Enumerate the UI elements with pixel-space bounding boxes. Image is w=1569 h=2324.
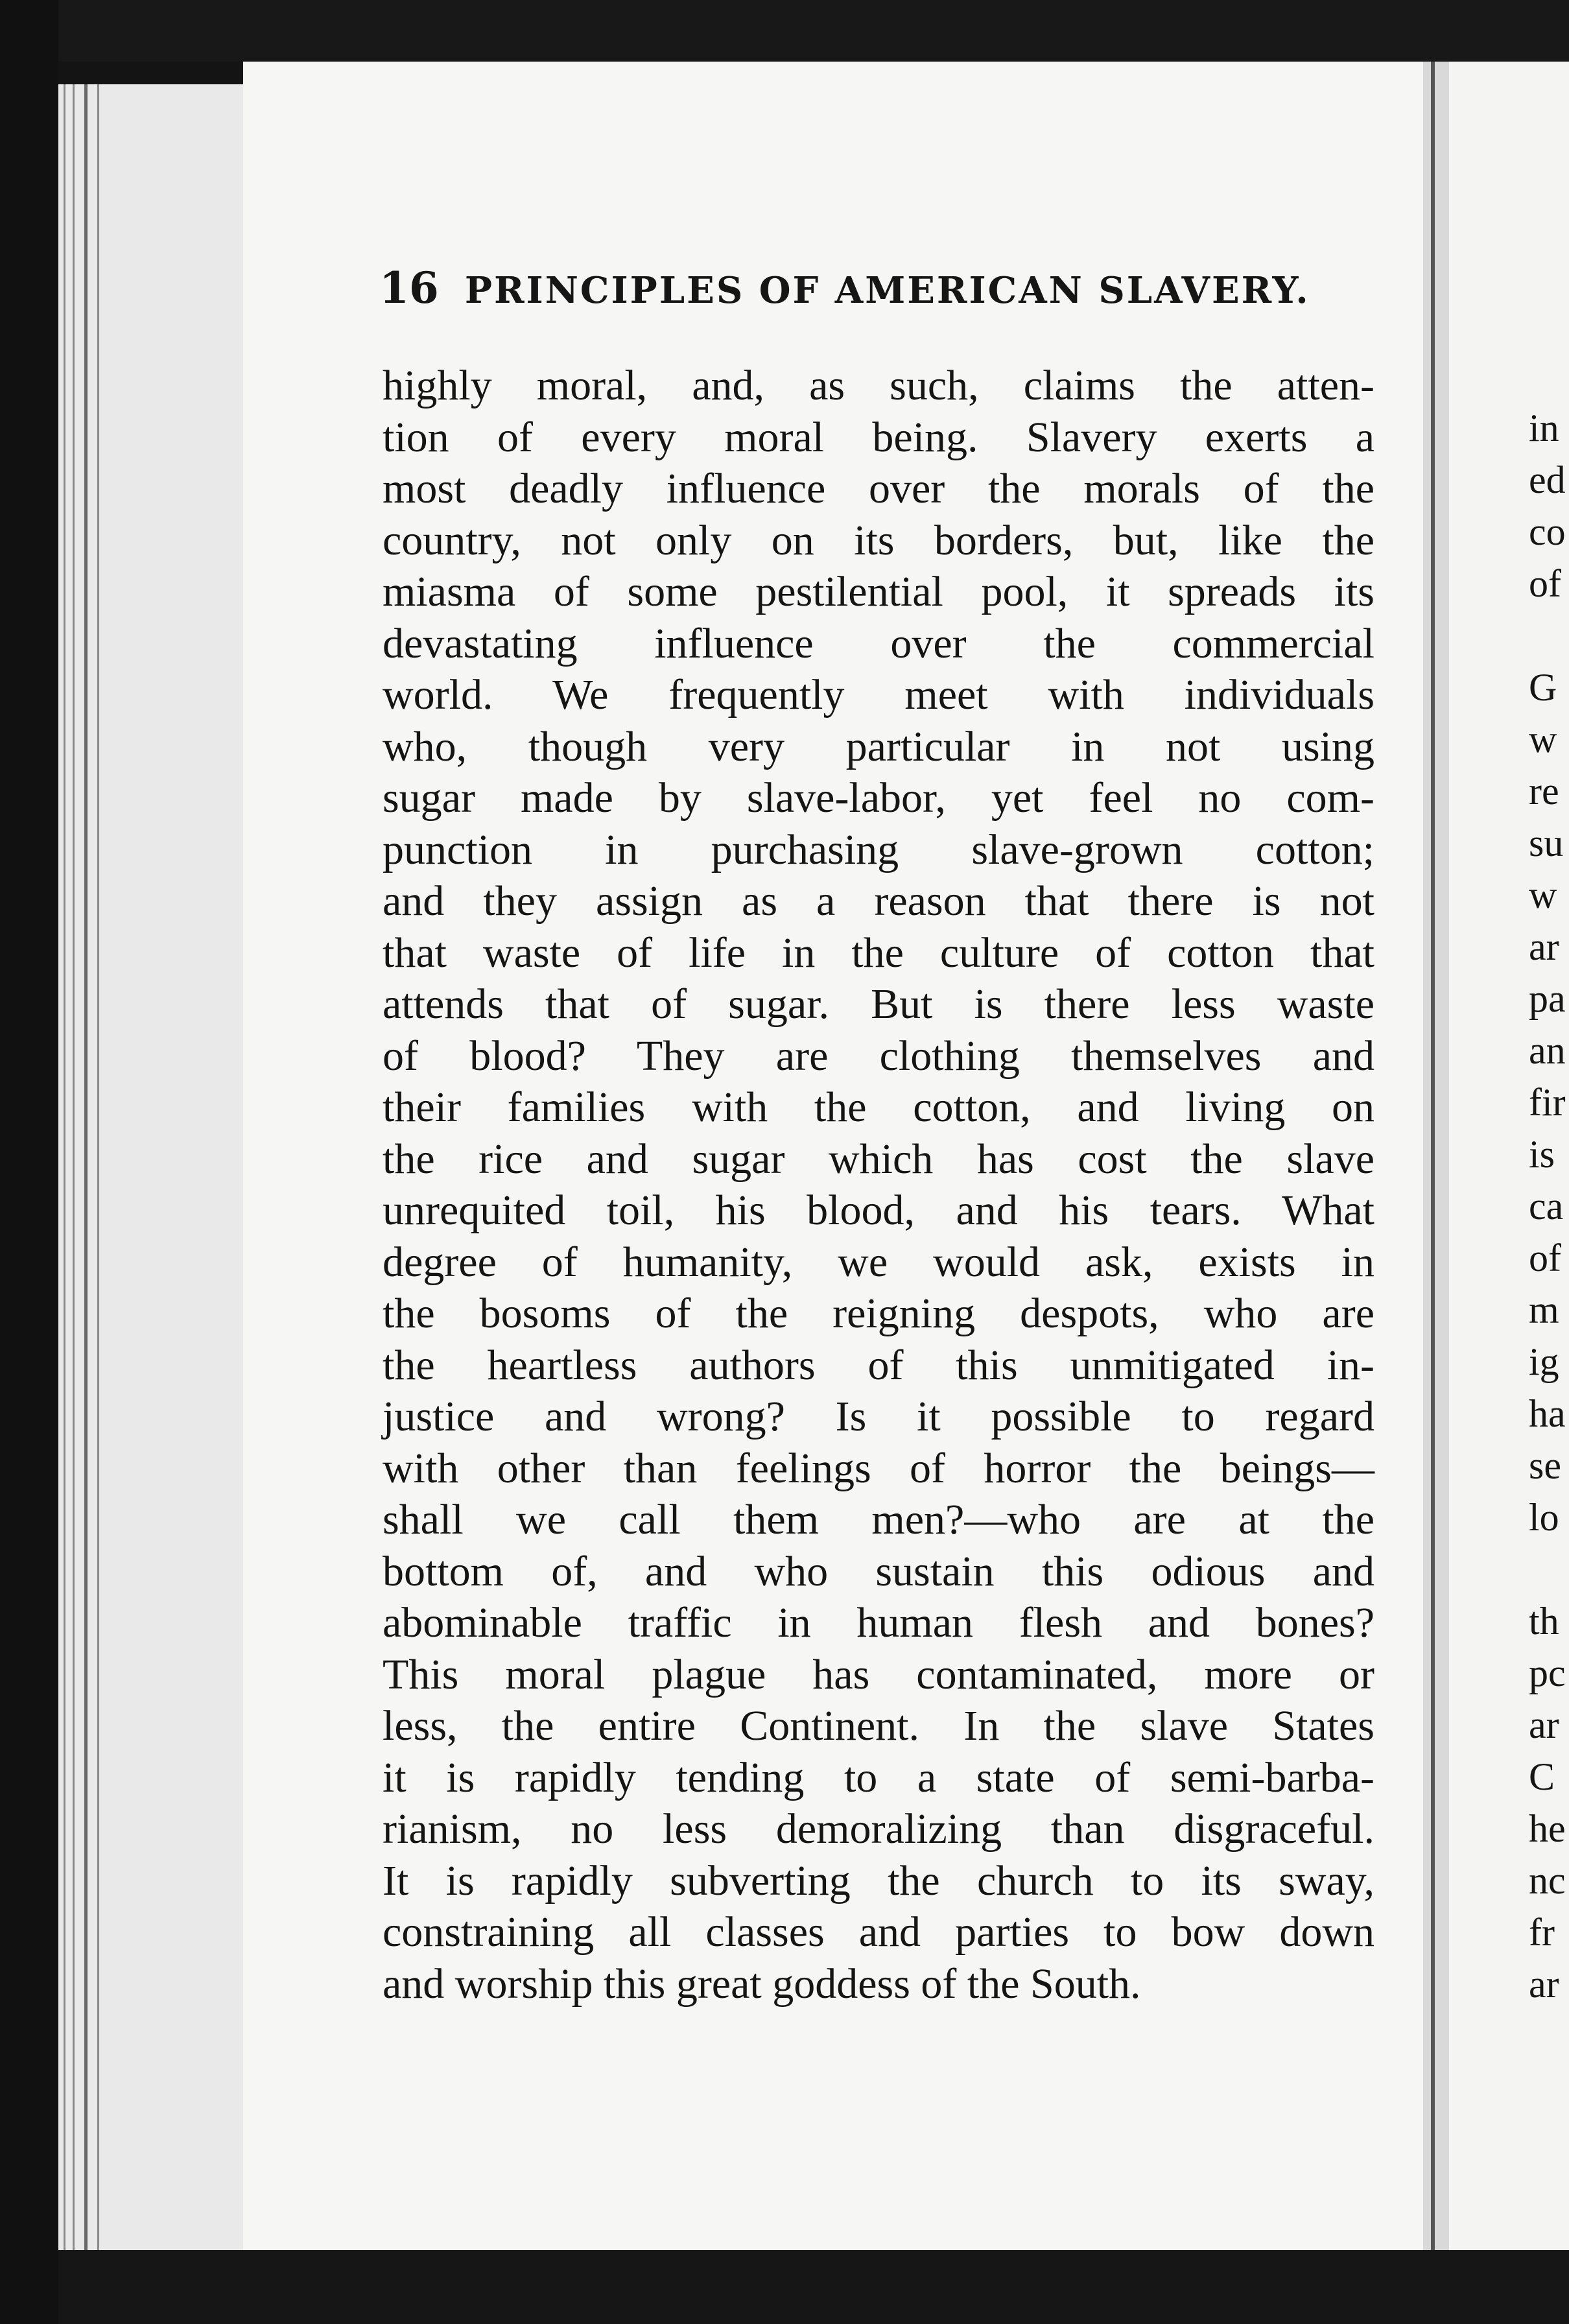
gutter-shadow <box>1431 62 1435 2260</box>
text-line: abominable traffic in human flesh and bones? <box>383 1599 1374 1646</box>
text-line: country, not only on its borders, but, like the <box>383 516 1374 564</box>
facing-page-fragment <box>1529 610 1569 661</box>
text-line: with other than feelings of horror the beings— <box>383 1444 1374 1492</box>
facing-page-fragment: pc <box>1529 1652 1566 1694</box>
page-edge-line <box>64 84 65 2250</box>
text-line: justice and wrong? Is it possible to regard <box>383 1393 1374 1440</box>
page-edges <box>58 84 246 2250</box>
facing-page-fragment: se <box>1529 1444 1561 1487</box>
facing-page-fragment: is <box>1529 1133 1555 1176</box>
running-head <box>379 263 1310 313</box>
facing-page-fragment: ar <box>1529 925 1559 968</box>
text-line: tion of every moral being. Slavery exerts a <box>383 413 1374 461</box>
facing-page-fragment: ca <box>1529 1185 1564 1227</box>
text-line: less, the entire Continent. In the slave States <box>383 1702 1374 1749</box>
facing-page-fragment: ig <box>1529 1340 1559 1383</box>
page-number: 16 <box>379 263 439 313</box>
facing-page-fragment: he <box>1529 1807 1566 1850</box>
scan-top-border <box>58 0 1569 62</box>
text-line: of blood? They are clothing themselves and <box>383 1032 1374 1080</box>
scan-left-border <box>0 0 58 2324</box>
facing-page-fragment: ha <box>1529 1392 1566 1435</box>
text-line: that waste of life in the culture of cotton that <box>383 929 1374 977</box>
text-line: attends that of sugar. But is there less waste <box>383 980 1374 1028</box>
facing-page-fragment: pa <box>1529 977 1566 1020</box>
book-gutter <box>1423 62 1449 2260</box>
facing-page-fragment: su <box>1529 822 1564 864</box>
text-line: the heartless authors of this unmitigated in- <box>383 1341 1374 1389</box>
facing-page-fragment: of <box>1529 1237 1561 1279</box>
facing-page-fragment: fr <box>1529 1911 1555 1954</box>
facing-page-fragment: w <box>1529 718 1557 761</box>
facing-page-fragment <box>1529 1543 1569 1595</box>
page-edge-line <box>84 84 88 2250</box>
text-line: It is rapidly subverting the church to its sway, <box>383 1856 1374 1904</box>
text-line: most deadly influence over the morals of the <box>383 465 1374 512</box>
text-line: the bosoms of the reigning despots, who are <box>383 1290 1374 1337</box>
facing-page-fragment: G <box>1529 666 1557 709</box>
text-line: devastating influence over the commercial <box>383 619 1374 667</box>
text-line: degree of humanity, we would ask, exists in <box>383 1238 1374 1286</box>
text-line: world. We frequently meet with individuals <box>383 671 1374 718</box>
facing-page-fragment: an <box>1529 1029 1566 1072</box>
text-line: and they assign as a reason that there is not <box>383 877 1374 925</box>
facing-page-fragment: of <box>1529 562 1561 605</box>
facing-page-text <box>1529 402 1569 2010</box>
facing-page-fragment: w <box>1529 873 1557 916</box>
text-line: punction in purchasing slave-grown cotton; <box>383 825 1374 873</box>
text-line: This moral plague has contaminated, more or <box>383 1650 1374 1698</box>
body-text <box>383 360 1374 2010</box>
running-title: PRINCIPLES OF AMERICAN SLAVERY. <box>464 269 1310 312</box>
facing-page-fragment: ed <box>1529 458 1566 501</box>
text-line: constraining all classes and parties to bow down <box>383 1908 1374 1956</box>
facing-page-fragment: co <box>1529 510 1566 553</box>
facing-page-fragment: in <box>1529 407 1559 449</box>
facing-page-fragment: re <box>1529 770 1559 812</box>
facing-page-fragment: lo <box>1529 1496 1559 1539</box>
text-line: shall we call them men?—who are at the <box>383 1496 1374 1543</box>
text-line: miasma of some pestilential pool, it spreads its <box>383 568 1374 615</box>
page-edge-line <box>73 84 75 2250</box>
scan-bottom-border <box>58 2250 1569 2324</box>
facing-page-fragment: fir <box>1529 1081 1566 1124</box>
facing-page-fragment: th <box>1529 1600 1559 1642</box>
text-line: sugar made by slave-labor, yet feel no com- <box>383 774 1374 822</box>
text-line: highly moral, and, as such, claims the atten- <box>383 362 1374 409</box>
text-line: unrequited toil, his blood, and his tears. What <box>383 1187 1374 1234</box>
facing-page-fragment: C <box>1529 1755 1555 1798</box>
facing-page-fragment: ar <box>1529 1703 1559 1746</box>
text-line: bottom of, and who sustain this odious and <box>383 1547 1374 1595</box>
facing-page-fragment: nc <box>1529 1859 1566 1902</box>
facing-page-fragment: m <box>1529 1288 1559 1331</box>
page-edge-line <box>97 84 99 2250</box>
text-line: rianism, no less demoralizing than disgraceful. <box>383 1805 1374 1853</box>
text-line: and worship this great goddess of the South. <box>383 1960 1141 2008</box>
facing-page-fragment: ar <box>1529 1963 1559 2006</box>
text-line: who, though very particular in not using <box>383 722 1374 770</box>
text-line: it is rapidly tending to a state of semi-barba- <box>383 1753 1374 1801</box>
text-line: their families with the cotton, and living on <box>383 1084 1374 1131</box>
text-line: the rice and sugar which has cost the slave <box>383 1135 1374 1183</box>
